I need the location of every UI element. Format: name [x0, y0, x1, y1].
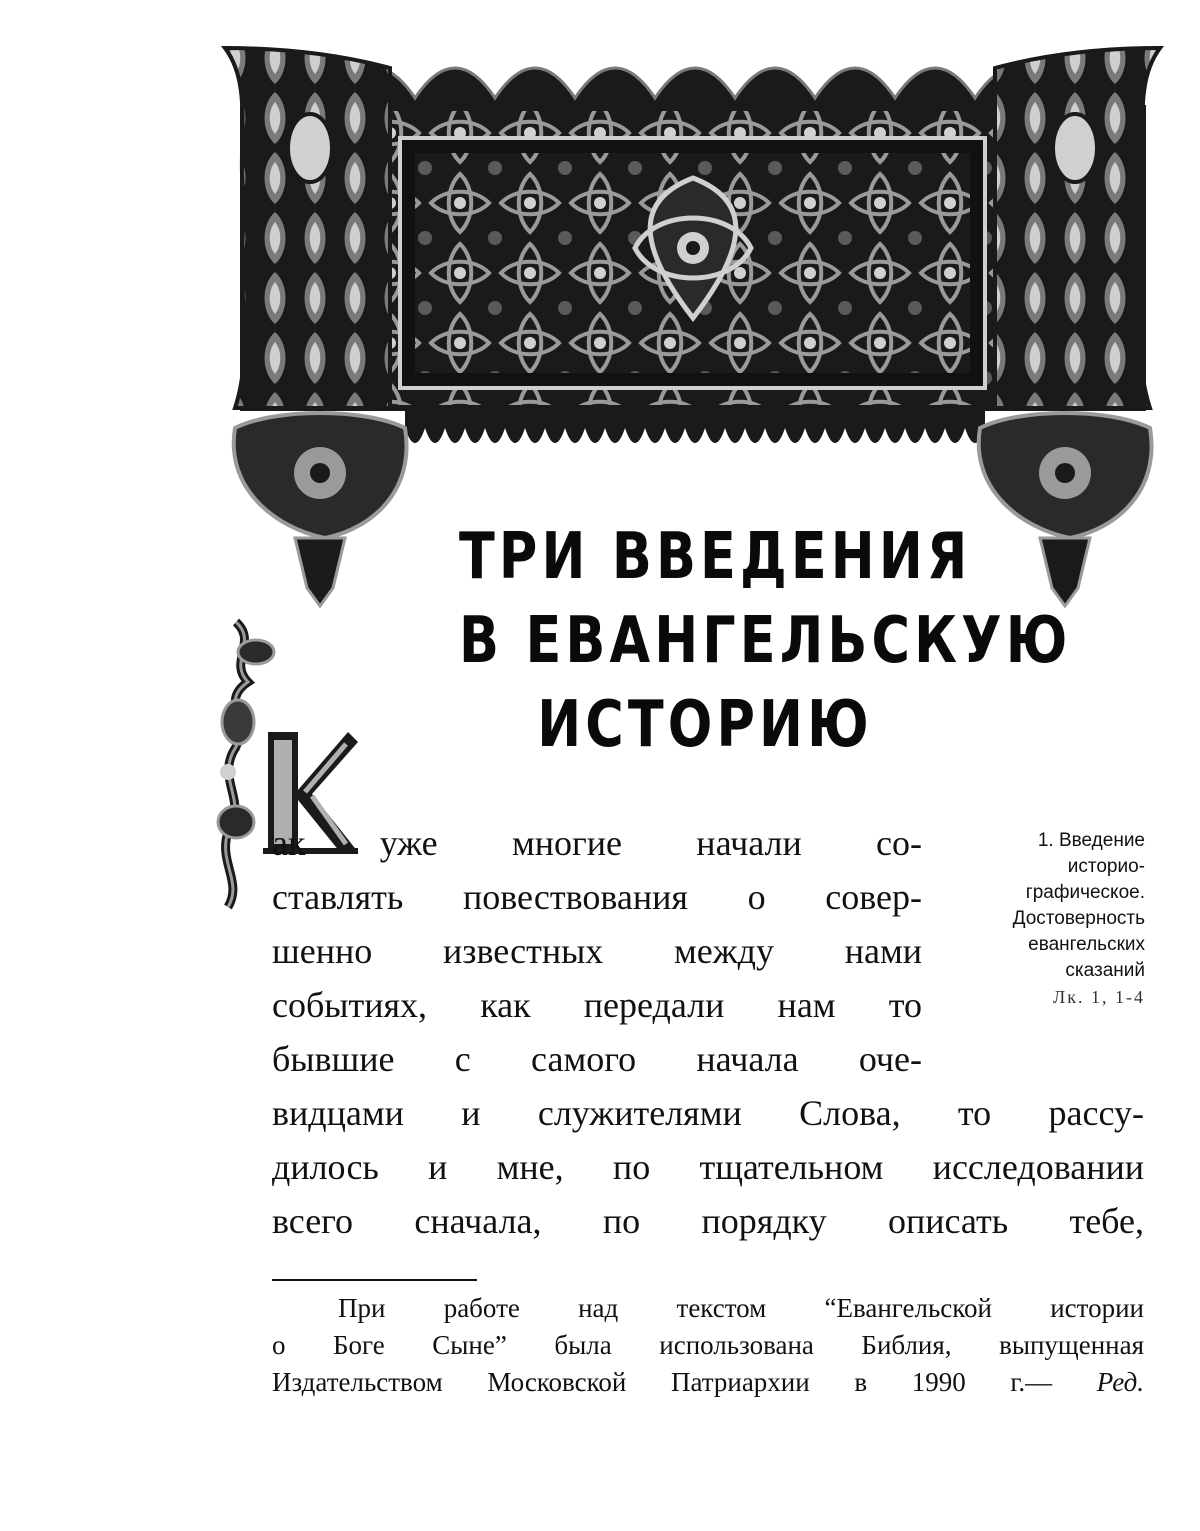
margin-note — [930, 828, 1145, 1010]
margin-note-line: графическое. — [1025, 882, 1145, 903]
margin-note-line: Достоверность — [1012, 908, 1145, 929]
footnote-divider — [272, 1279, 477, 1281]
footnote-line-text: Издательством Московской Патриархии в 1990 г.— — [272, 1367, 1053, 1397]
margin-note-line: историо- — [1067, 856, 1145, 877]
body-line: шенно известных между нами — [272, 931, 922, 971]
editor-mark: Ред. — [1096, 1367, 1145, 1397]
footnote-line: При работе над текстом “Евангельской истории — [338, 1293, 1144, 1323]
body-line: дилось и мне, по тщательном исследовании — [272, 1147, 1144, 1187]
title-line: ТРИ ВВЕДЕНИЯ — [459, 520, 972, 594]
chapter-title — [459, 515, 1072, 767]
body-text-wide — [272, 1086, 1144, 1248]
title-line: В ЕВАНГЕЛЬСКУЮ — [459, 604, 1072, 678]
frame-fringe — [405, 408, 985, 443]
body-text-narrow — [272, 816, 922, 1086]
margin-note-line: сказаний — [1065, 960, 1145, 981]
body-line: видцами и служителями Слова, то рассу- — [272, 1093, 1144, 1133]
body-line: ак уже многие начали со- — [272, 823, 922, 863]
title-line: ИСТОРИЮ — [537, 688, 873, 762]
left-pillar — [225, 48, 407, 606]
body-line: всего сначала, по порядку описать тебе, — [272, 1201, 1144, 1241]
right-pillar — [979, 48, 1160, 606]
footnote-line-last — [272, 1364, 1144, 1401]
scripture-reference: Лк. 1, 1-4 — [1053, 987, 1145, 1007]
body-line: ставлять повествования о совер- — [272, 877, 922, 917]
margin-note-line: 1. Введение — [1037, 830, 1145, 851]
body-line: бывшие с самого начала оче- — [272, 1039, 922, 1079]
margin-note-line: евангельских — [1028, 934, 1145, 955]
initial-vine — [218, 622, 274, 907]
body-line: событиях, как передали нам то — [272, 985, 922, 1025]
footnote — [272, 1290, 1144, 1401]
footnote-line: о Боге Сыне” была использована Библия, выпущенная — [272, 1330, 1144, 1360]
